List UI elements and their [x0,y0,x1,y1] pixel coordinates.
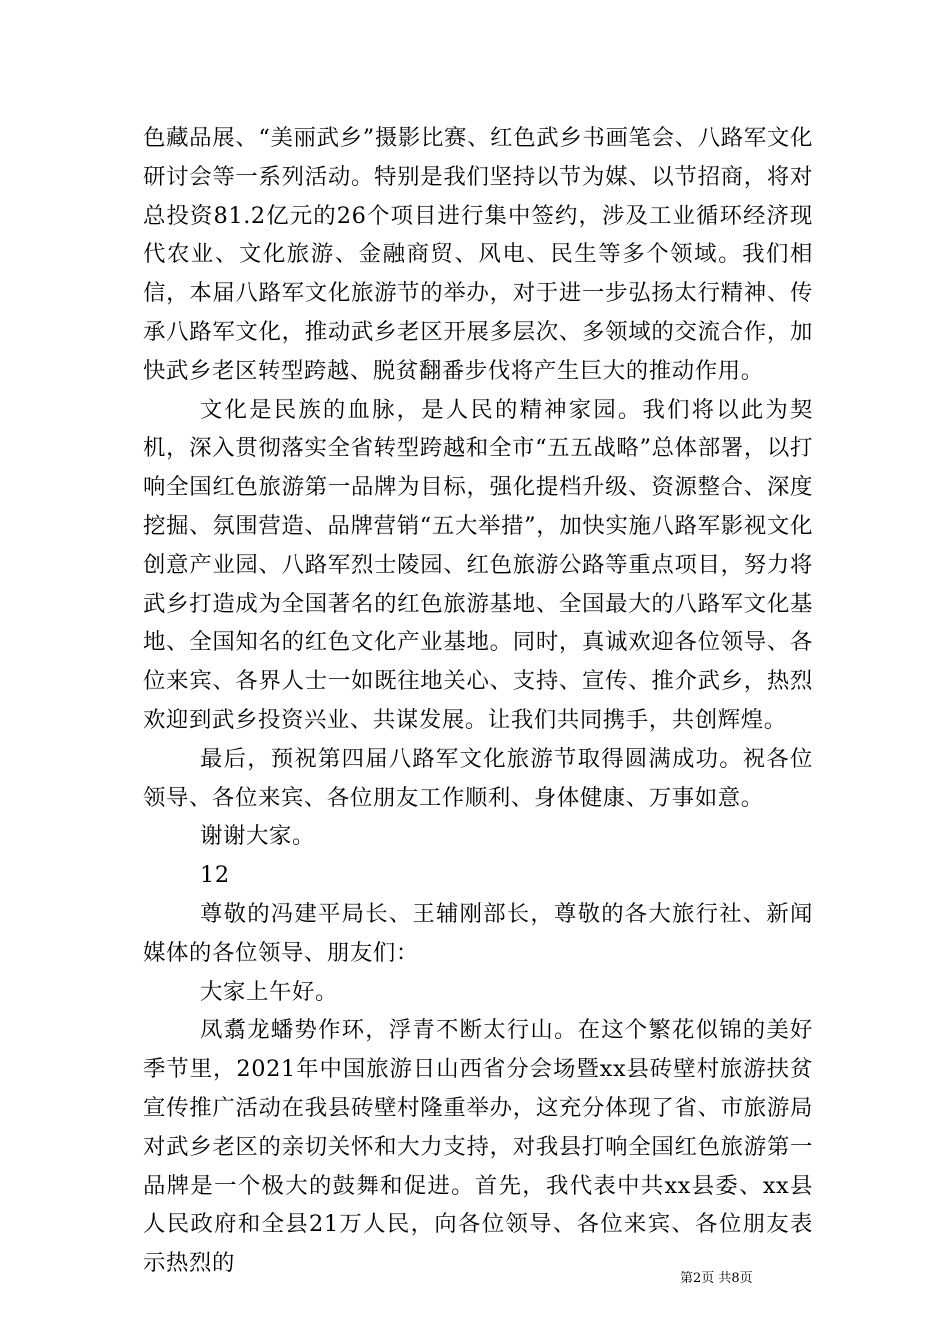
paragraph-4: 谢谢大家。 [200,823,315,850]
document-body [143,119,813,1283]
paragraph-1: 色藏品展、“美丽武乡”摄影比赛、红色武乡书画笔会、八路军文化研讨会等一系列活动。特别是我们坚持以节为媒、以节招商，将对总投资81.2亿元的26个项目进行集中签约，涉及工业循环经济现代农业、文化旅游、金融商贸、风电、民生等多个领域。我们相信，本届八路军文化旅游节的举办，对于进一步弘扬太行精神、传承八路军文化，推动武乡老区开展多层次、多领域的交流合作，加快武乡老区转型跨越、脱贫翻番步伐将产生巨大的推动作用。 [143,125,813,384]
paragraph-2: 文化是民族的血脉，是人民的精神家园。我们将以此为契机，深入贯彻落实全省转型跨越和全市“五五战略”总体部署，以打响全国红色旅游第一品牌为目标，强化提档升级、资源整合、深度挖掘、氛围营造、品牌营销“五大举措”，加快实施八路军影视文化创意产业园、八路军烈士陵园、红色旅游公路等重点项目，努力将武乡打造成为全国著名的红色旅游基地、全国最大的八路军文化基地、全国知名的红色文化产业基地。同时，真诚欢迎各位领导、各位来宾、各界人士一如既往地关心、支持、宣传、推介武乡，热烈欢迎到武乡投资兴业、共谋发展。让我们共同携手，共创辉煌。 [143,396,813,733]
paragraph-5: 12 [200,862,230,889]
paragraph-3: 最后，预祝第四届八路军文化旅游节取得圆满成功。祝各位领导、各位来宾、各位朋友工作顺利、身体健康、万事如意。 [143,745,813,811]
paragraph-8: 凤翥龙蟠势作环，浮青不断太行山。在这个繁花似锦的美好季节里，2021年中国旅游日山西省分会场暨xx县砖壁村旅游扶贫宣传推广活动在我县砖壁村隆重举办，这充分体现了省、市旅游局对武乡老区的亲切关怀和大力支持，对我县打响全国红色旅游第一品牌是一个极大的鼓舞和促进。首先，我代表中共xx县委、xx县人民政府和全县21万人民，向各位领导、各位来宾、各位朋友表示热烈的 [143,1017,813,1277]
page-number-footer: 第2页 共8页 [680,1271,753,1286]
paragraph-6: 尊敬的冯建平局长、王辅刚部长，尊敬的各大旅行社、新闻媒体的各位领导、朋友们： [143,900,813,966]
paragraph-7: 大家上午好。 [200,978,338,1005]
